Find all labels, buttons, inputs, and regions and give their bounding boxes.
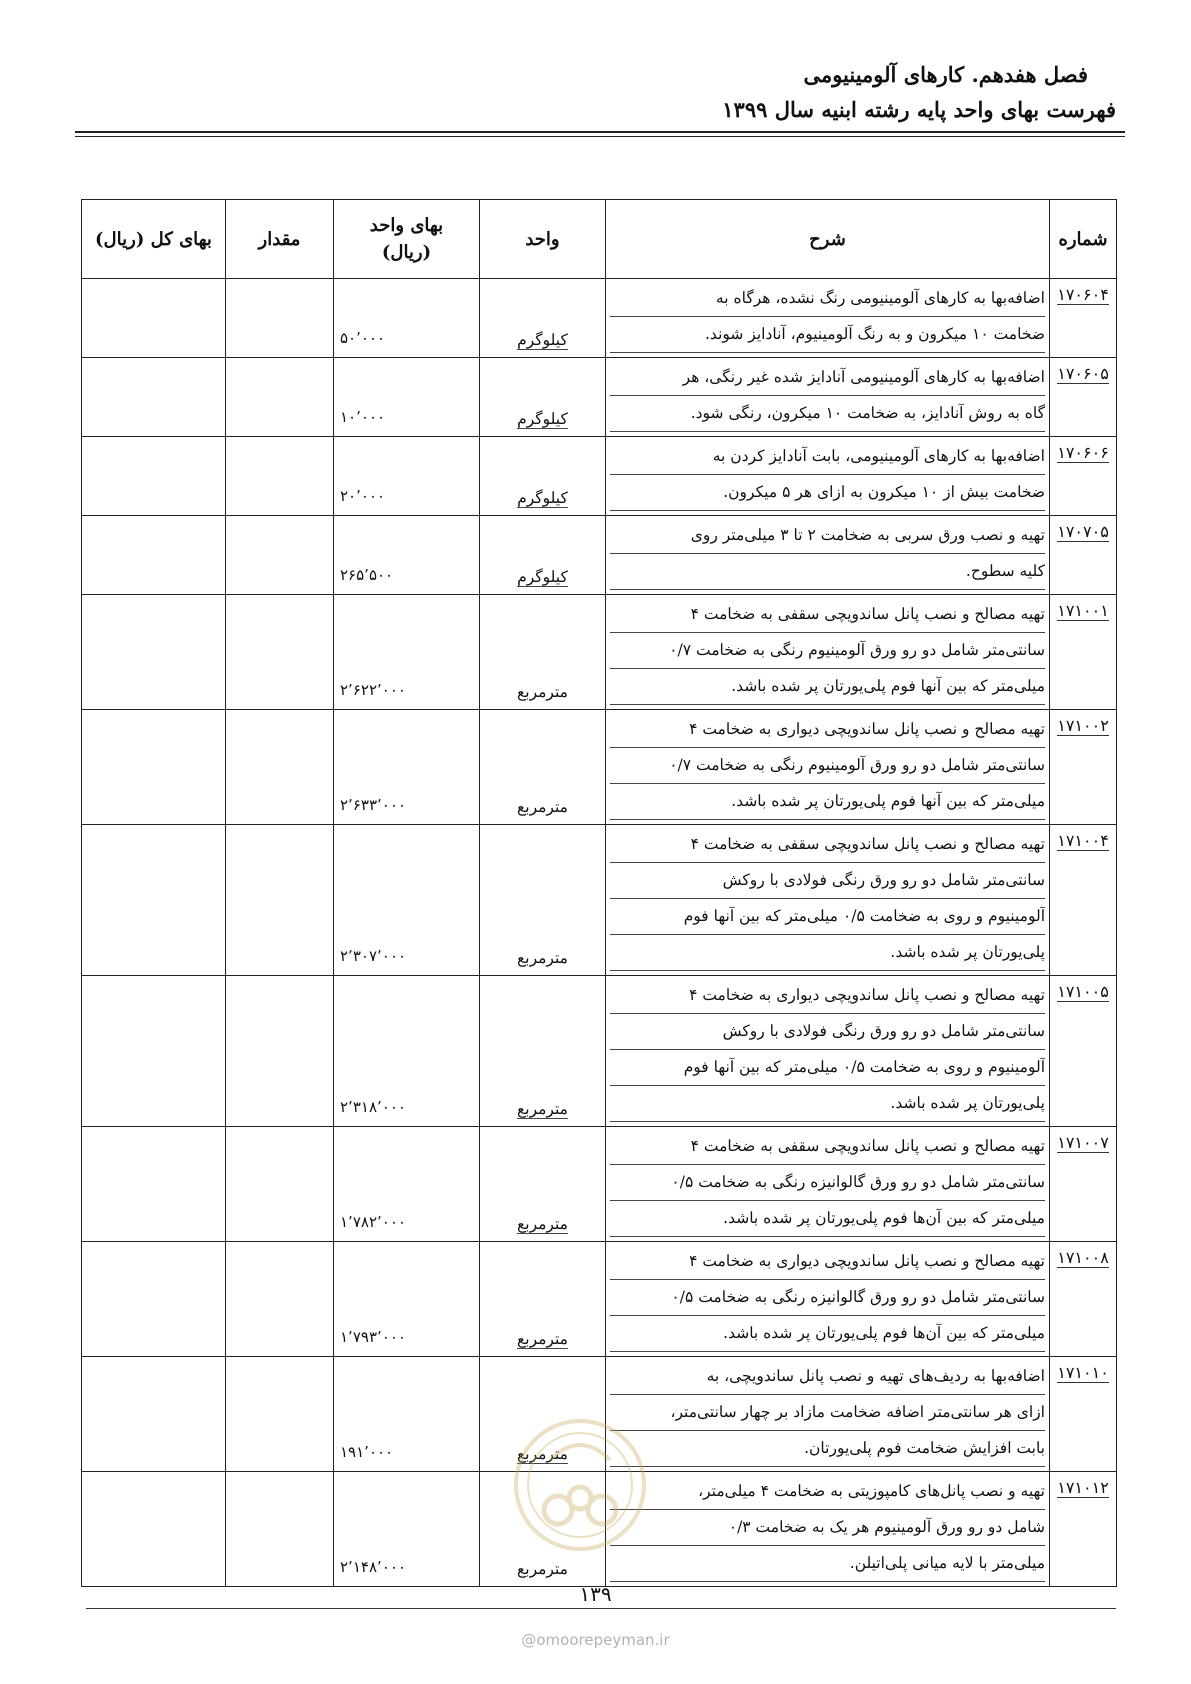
item-unit-text: کیلوگرم — [517, 331, 568, 349]
description-line: تهیه مصالح و نصب پانل ساندویچی دیواری به ضخامت ۴ — [610, 978, 1045, 1014]
description-line: ضخامت بیش از ۱۰ میکرون به ازای هر ۵ میکرون. — [610, 475, 1045, 511]
table-row — [82, 825, 1117, 976]
item-unit-text: مترمربع — [517, 1215, 568, 1233]
item-unit-text: مترمربع — [517, 1100, 568, 1118]
description-line: سانتی‌متر شامل دو رو ورق گالوانیزه رنگی به ضخامت ۰/۵ — [610, 1165, 1045, 1201]
publisher-seal-logo — [510, 1410, 650, 1560]
description-line: سانتی‌متر شامل دو رو ورق گالوانیزه رنگی به ضخامت ۰/۵ — [610, 1280, 1045, 1316]
item-unit — [480, 1127, 606, 1242]
item-unit — [480, 516, 606, 595]
page-number: ۱۳۹ — [579, 1582, 612, 1606]
item-quantity — [226, 825, 334, 976]
price-table — [81, 199, 1117, 1587]
item-total-price — [82, 437, 226, 516]
item-total-price — [82, 279, 226, 358]
item-code-text: ۱۷۱۰۰۵ — [1057, 982, 1109, 1001]
item-total-price — [82, 595, 226, 710]
item-code — [1050, 595, 1117, 710]
item-code-text: ۱۷۱۰۰۸ — [1057, 1248, 1109, 1267]
item-description — [606, 1357, 1050, 1472]
table-row — [82, 976, 1117, 1127]
item-unit — [480, 279, 606, 358]
item-total-price — [82, 1472, 226, 1587]
item-code — [1050, 825, 1117, 976]
item-description — [606, 710, 1050, 825]
item-quantity — [226, 437, 334, 516]
item-code-text: ۱۷۰۶۰۵ — [1057, 364, 1109, 383]
item-quantity — [226, 1357, 334, 1472]
description-line: ضخامت ۱۰ میکرون و به رنگ آلومینیوم، آنادایز شوند. — [610, 317, 1045, 353]
item-description — [606, 1127, 1050, 1242]
item-code — [1050, 437, 1117, 516]
watermark-url: @omoorepeyman.ir — [521, 1631, 670, 1649]
description-line: میلی‌متر که بین آن‌ها فوم پلی‌یورتان پر شده باشد. — [610, 1201, 1045, 1237]
description-line: میلی‌متر که بین آنها فوم پلی‌یورتان پر شده باشد. — [610, 669, 1045, 705]
item-unit — [480, 710, 606, 825]
table-row — [82, 279, 1117, 358]
item-quantity — [226, 710, 334, 825]
item-description — [606, 437, 1050, 516]
description-line: تهیه مصالح و نصب پانل ساندویچی سقفی به ضخامت ۴ — [610, 597, 1045, 633]
description-line: اضافه‌بها به کارهای آلومینیومی آنادایز شده غیر رنگی، هر — [610, 360, 1045, 396]
item-unit-text: مترمربع — [517, 949, 568, 967]
item-description — [606, 1242, 1050, 1357]
description-line: بابت افزایش ضخامت فوم پلی‌یورتان. — [610, 1431, 1045, 1467]
header-rule-thick — [75, 131, 1125, 133]
item-code — [1050, 1472, 1117, 1587]
item-quantity — [226, 279, 334, 358]
description-line: تهیه مصالح و نصب پانل ساندویچی سقفی به ضخامت ۴ — [610, 1129, 1045, 1165]
item-description — [606, 825, 1050, 976]
item-unit-price: ۲٬۶۳۳٬۰۰۰ — [334, 710, 480, 825]
item-code-text: ۱۷۱۰۱۲ — [1057, 1478, 1109, 1497]
item-unit-price: ۵۰٬۰۰۰ — [334, 279, 480, 358]
item-unit-price: ۱٬۷۹۳٬۰۰۰ — [334, 1242, 480, 1357]
item-description — [606, 1472, 1050, 1587]
item-description — [606, 516, 1050, 595]
description-line: میلی‌متر که بین آن‌ها فوم پلی‌یورتان پر شده باشد. — [610, 1316, 1045, 1352]
description-line: شامل دو رو ورق آلومینیوم هر یک به ضخامت ۰/۳ — [610, 1510, 1045, 1546]
item-unit — [480, 976, 606, 1127]
item-code — [1050, 710, 1117, 825]
item-code-text: ۱۷۱۰۰۱ — [1057, 601, 1109, 620]
item-unit-text: کیلوگرم — [517, 410, 568, 428]
header-unit-price: بهای واحد (ریال) — [334, 200, 480, 279]
header-rule-thin — [75, 136, 1125, 137]
header-total-price: بهای کل (ریال) — [82, 200, 226, 279]
item-quantity — [226, 595, 334, 710]
item-unit-price: ۱۹۱٬۰۰۰ — [334, 1357, 480, 1472]
description-line: تهیه و نصب پانل‌های کامپوزیتی به ضخامت ۴ میلی‌متر، — [610, 1474, 1045, 1510]
item-unit-text: مترمربع — [517, 1560, 568, 1578]
item-quantity — [226, 1242, 334, 1357]
header-unit: واحد — [480, 200, 606, 279]
table-row — [82, 1127, 1117, 1242]
description-line: کلیه سطوح. — [610, 554, 1045, 590]
item-total-price — [82, 358, 226, 437]
table-row — [82, 710, 1117, 825]
item-code-text: ۱۷۰۶۰۶ — [1057, 443, 1109, 462]
item-unit-text: کیلوگرم — [517, 568, 568, 586]
header-description: شرح — [606, 200, 1050, 279]
item-total-price — [82, 516, 226, 595]
table-row — [82, 595, 1117, 710]
item-unit — [480, 595, 606, 710]
item-description — [606, 595, 1050, 710]
description-line: تهیه مصالح و نصب پانل ساندویچی دیواری به ضخامت ۴ — [610, 712, 1045, 748]
table-row — [82, 1242, 1117, 1357]
item-code-text: ۱۷۱۰۰۷ — [1057, 1133, 1109, 1152]
item-unit-price: ۲٬۳۱۸٬۰۰۰ — [334, 976, 480, 1127]
item-unit-price: ۲۰٬۰۰۰ — [334, 437, 480, 516]
footer-rule — [86, 1608, 1116, 1609]
item-unit-text: مترمربع — [517, 798, 568, 816]
table-body — [82, 279, 1117, 1587]
item-total-price — [82, 976, 226, 1127]
description-line: گاه به روش آنادایز، به ضخامت ۱۰ میکرون، رنگی شود. — [610, 396, 1045, 432]
item-unit-price: ۲٬۱۴۸٬۰۰۰ — [334, 1472, 480, 1587]
description-line: پلی‌یورتان پر شده باشد. — [610, 1086, 1045, 1122]
item-unit — [480, 1242, 606, 1357]
item-total-price — [82, 1127, 226, 1242]
item-quantity — [226, 358, 334, 437]
item-quantity — [226, 1472, 334, 1587]
item-unit-text: مترمربع — [517, 683, 568, 701]
item-code — [1050, 976, 1117, 1127]
item-total-price — [82, 1242, 226, 1357]
item-code-text: ۱۷۰۶۰۴ — [1057, 285, 1109, 304]
description-line: تهیه و نصب ورق سربی به ضخامت ۲ تا ۳ میلی‌متر روی — [610, 518, 1045, 554]
description-line: ازای هر سانتی‌متر اضافه ضخامت مازاد بر چهار سانتی‌متر، — [610, 1395, 1045, 1431]
item-total-price — [82, 710, 226, 825]
item-unit-price: ۲٬۶۲۲٬۰۰۰ — [334, 595, 480, 710]
description-line: میلی‌متر که بین آنها فوم پلی‌یورتان پر شده باشد. — [610, 784, 1045, 820]
item-quantity — [226, 1127, 334, 1242]
item-code — [1050, 279, 1117, 358]
header-quantity: مقدار — [226, 200, 334, 279]
item-unit-price: ۱٬۷۸۲٬۰۰۰ — [334, 1127, 480, 1242]
item-code — [1050, 1127, 1117, 1242]
item-unit — [480, 358, 606, 437]
item-unit — [480, 437, 606, 516]
description-line: تهیه مصالح و نصب پانل ساندویچی سقفی به ضخامت ۴ — [610, 827, 1045, 863]
item-unit-price: ۱۰٬۰۰۰ — [334, 358, 480, 437]
description-line: اضافه‌بها به کارهای آلومینیومی رنگ نشده، هرگاه به — [610, 281, 1045, 317]
item-unit-text: کیلوگرم — [517, 489, 568, 507]
table-header-row — [82, 200, 1117, 279]
description-line: آلومینیوم و روی به ضخامت ۰/۵ میلی‌متر که بین آنها فوم — [610, 899, 1045, 935]
item-unit-text: مترمربع — [517, 1330, 568, 1348]
item-code-text: ۱۷۱۰۰۲ — [1057, 716, 1109, 735]
item-total-price — [82, 825, 226, 976]
description-line: اضافه‌بها به ردیف‌های تهیه و نصب پانل ساندویچی، به — [610, 1359, 1045, 1395]
description-line: اضافه‌بها به کارهای آلومینیومی، بابت آنادایز کردن به — [610, 439, 1045, 475]
item-unit-price: ۲٬۳۰۷٬۰۰۰ — [334, 825, 480, 976]
item-code — [1050, 1357, 1117, 1472]
description-line: آلومینیوم و روی به ضخامت ۰/۵ میلی‌متر که بین آنها فوم — [610, 1050, 1045, 1086]
item-unit-price: ۲۶۵٬۵۰۰ — [334, 516, 480, 595]
item-description — [606, 976, 1050, 1127]
item-code-text: ۱۷۱۰۰۴ — [1057, 831, 1109, 850]
table-row — [82, 437, 1117, 516]
document-subtitle: فهرست بهای واحد پایه رشته ابنیه سال ۱۳۹۹ — [722, 97, 1116, 122]
description-line: میلی‌متر با لایه میانی پلی‌اتیلن. — [610, 1546, 1045, 1582]
item-description — [606, 279, 1050, 358]
header-code: شماره — [1050, 200, 1117, 279]
item-code-text: ۱۷۰۷۰۵ — [1057, 522, 1109, 541]
chapter-title: فصل هفدهم. کارهای آلومینیومی — [803, 62, 1088, 87]
item-code — [1050, 1242, 1117, 1357]
table-row — [82, 516, 1117, 595]
item-code — [1050, 516, 1117, 595]
table-row — [82, 358, 1117, 437]
description-line: سانتی‌متر شامل دو رو ورق آلومینیوم رنگی به ضخامت ۰/۷ — [610, 748, 1045, 784]
description-line: پلی‌یورتان پر شده باشد. — [610, 935, 1045, 971]
description-line: سانتی‌متر شامل دو رو ورق رنگی فولادی با روکش — [610, 1014, 1045, 1050]
item-description — [606, 358, 1050, 437]
item-code — [1050, 358, 1117, 437]
item-unit-text: مترمربع — [517, 1445, 568, 1463]
item-unit — [480, 825, 606, 976]
item-quantity — [226, 976, 334, 1127]
description-line: تهیه مصالح و نصب پانل ساندویچی دیواری به ضخامت ۴ — [610, 1244, 1045, 1280]
item-code-text: ۱۷۱۰۱۰ — [1057, 1363, 1109, 1382]
item-quantity — [226, 516, 334, 595]
item-total-price — [82, 1357, 226, 1472]
description-line: سانتی‌متر شامل دو رو ورق آلومینیوم رنگی به ضخامت ۰/۷ — [610, 633, 1045, 669]
description-line: سانتی‌متر شامل دو رو ورق رنگی فولادی با روکش — [610, 863, 1045, 899]
